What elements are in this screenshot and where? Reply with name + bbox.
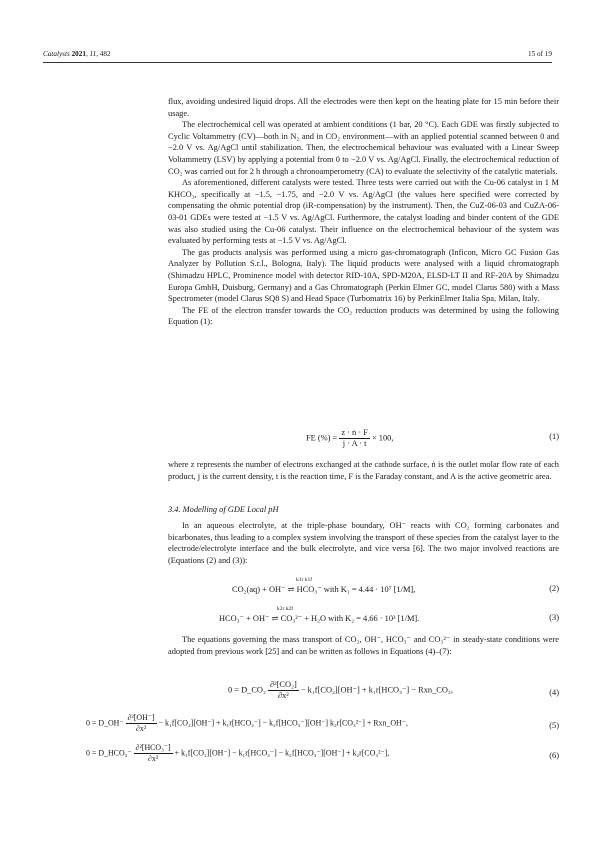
equation-3-number: (3) — [549, 613, 559, 622]
equation-4 — [228, 680, 453, 701]
page-number: 15 of 19 — [528, 50, 552, 58]
equation-1-numerator: z · ṅ · F — [341, 428, 368, 437]
equation-2-arrow-label: k1r k1f — [296, 577, 313, 583]
journal-article: 482 — [99, 50, 111, 58]
equation-1-number: (1) — [549, 432, 559, 441]
section-heading: 3.4. Modelling of GDE Local pH — [168, 505, 279, 514]
equation-5-denominator: ∂x² — [135, 724, 147, 733]
paragraph-fe-intro: The FE of the electron transfer towards the CO₂ reduction products was determined by using the following Equation (1): — [168, 305, 559, 327]
paragraph-electrochemical-cell: The electrochemical cell was operated at ambient conditions (1 bar, 20 °C). Each GDE was firstly subjected to Cyclic Voltammetry (CV)—both in N₂ and in CO₂ environment—with an applied potential scanned between 0 and −2.0 V vs. Ag/AgCl until stabilization. Then, the electrochemical behaviour was evaluated with a Linear Sweep Voltammetry (LSV) by applying a potential from 0 to −2.0 V vs. Ag/AgCl. Finally, the electrochemical reduction of CO₂ was carried out for 2 h through a chronoamperometry (CA) to evaluate the selectivity of the catalytic materials. — [168, 120, 559, 176]
equation-6-numerator: ∂²[HCO₃⁻] — [135, 743, 171, 752]
equation-1-denominator: j · A · t — [342, 439, 367, 448]
equation-3-arrow-label: k2r k2f — [277, 606, 294, 612]
equation-1-lhs: FE (%) = — [306, 433, 338, 443]
equation-4-numerator: ∂²[CO₂] — [269, 680, 297, 689]
equation-2-text: CO₂(aq) + OH⁻ ⇌ HCO₃⁻ with K₁ = 4.44 · 10⁷ [1/M], — [232, 585, 416, 594]
equation-6-denominator: ∂x² — [147, 754, 159, 763]
equation-5-number: (5) — [549, 721, 559, 730]
equation-5 — [86, 713, 408, 734]
equation-5-numerator: ∂²[OH⁻] — [127, 713, 155, 722]
journal-name: Catalysts — [43, 50, 70, 58]
body-text-transport — [168, 634, 559, 657]
equation-4-rhs: − k₁f[CO₂][OH⁻] + k₁r[HCO₃⁻] − Rxn_CO₂, — [300, 685, 453, 695]
equation-4-fraction — [268, 680, 299, 701]
equation-6 — [86, 743, 389, 764]
equation-3 — [219, 606, 420, 623]
equation-6-fraction — [134, 743, 173, 764]
equation-5-lhs: 0 = D_OH⁻ — [86, 718, 124, 728]
journal-volume: 11 — [89, 50, 97, 58]
header-divider — [43, 62, 552, 63]
paragraph-variable-definitions: where z represents the number of electrons exchanged at the cathode surface, ṅ is the outlet molar flow rate of each product, j is the current density, t is the reaction time, F is the Faraday constant, and A is the active geometric area. — [168, 460, 559, 481]
equation-6-lhs: 0 = D_HCO₃⁻ — [86, 748, 132, 758]
equation-2-number: (2) — [549, 584, 559, 593]
paragraph-local-ph-intro: In an aqueous electrolyte, at the triple-phase boundary, OH⁻ reacts with CO₂ forming carbonates and bicarbonates, thus leading to a complex system involving the transport of these species from the catalyst layer to the electrode/electrolyte interface and the bulk electrolyte, and vice versa [6]. The two major involved reactions are (Equations (2) and (3)): — [168, 521, 559, 565]
equation-1-fraction — [339, 428, 370, 449]
equation-5-fraction — [126, 713, 157, 734]
body-text-after-eq1 — [168, 459, 559, 482]
journal-year: 2021 — [71, 50, 86, 58]
equation-1 — [306, 428, 393, 449]
equation-6-rhs: + k₁f[CO₂][OH⁻] − k₁r[HCO₃⁻] − k₂f[HCO₃⁻][OH⁻] + k₂r[CO₃²⁻], — [174, 748, 390, 758]
body-text-section-3-4 — [168, 520, 559, 566]
paragraph-products-analysis: The gas products analysis was performed using a micro gas-chromatograph (Inficon, Micro GC Fusion Gas Analyzer by Pollution S.r.l., Bologna, Italy). The liquid products were analysed with a liquid chromatograph (Shimadzu HPLC, Prominence model with detector RID-10A, SPD-M20A, ELSD-LT II and RF-20A by Shimadzu Europa GmbH, Duisburg, Germany) and a Gas Chromatograph (Perkin Elmer GC, model Clarus 580) with a Mass Spectrometer (model Clarus SQ8 S) and Head Space (Turbomatrix 16) by PerkinElmer Italia Spa, Milan, Italy. — [168, 247, 559, 304]
body-text-block — [168, 96, 559, 328]
equation-6-number: (6) — [549, 751, 559, 760]
equation-5-rhs: − k₁f[CO₂][OH⁻] + k₁r[HCO₃⁻] − k₂f[HCO₃⁻][OH⁻] k₂r[CO₃²⁻] + Rxn_OH⁻, — [158, 718, 408, 728]
equation-3-text: HCO₃⁻ + OH⁻ ⇌ CO₃²⁻ + H₂O with K₂ = 4.66 · 10³ [1/M]. — [219, 614, 420, 623]
equation-1-rhs: × 100, — [371, 433, 394, 443]
equation-2 — [232, 577, 416, 594]
paragraph-continuation: flux, avoiding undesired liquid drops. All the electrodes were then kept on the heating plate for 15 min before their usage. — [168, 97, 559, 118]
running-header — [43, 50, 552, 62]
equation-4-lhs: 0 = D_CO₂ — [228, 685, 266, 695]
paragraph-mass-transport: The equations governing the mass transport of CO₂, OH⁻, HCO₃⁻ and CO₃²⁻ in steady-state conditions were adopted from previous work [25] and can be written as follows in Equations (4)–(7): — [168, 635, 559, 656]
equation-4-denominator: ∂x² — [277, 691, 289, 700]
paragraph-catalyst-tests: As aforementioned, different catalysts were tested. Three tests were carried out with the Cu-06 catalyst in 1 M KHCO₃, specifically at −1.5, −1.75, and −2.0 V vs. Ag/AgCl (the values here specified were corrected by compensating the ohmic potential drop (iR-compensation) by the instrument). Then, the CuZ-06-03 and CuZA-06-03-01 GDEs were tested at −1.5 V vs. Ag/AgCl. Furthermore, the catalyst loading and binder content of the GDE was also studied using the Cu-06 catalyst. Their influence on the electrochemical behaviour of the system was evaluated by performing tests at −1.5 V vs. Ag/AgCl. — [168, 178, 559, 246]
journal-citation: Catalysts 2021, 11, 482 — [43, 50, 111, 58]
equation-4-number: (4) — [549, 688, 559, 697]
